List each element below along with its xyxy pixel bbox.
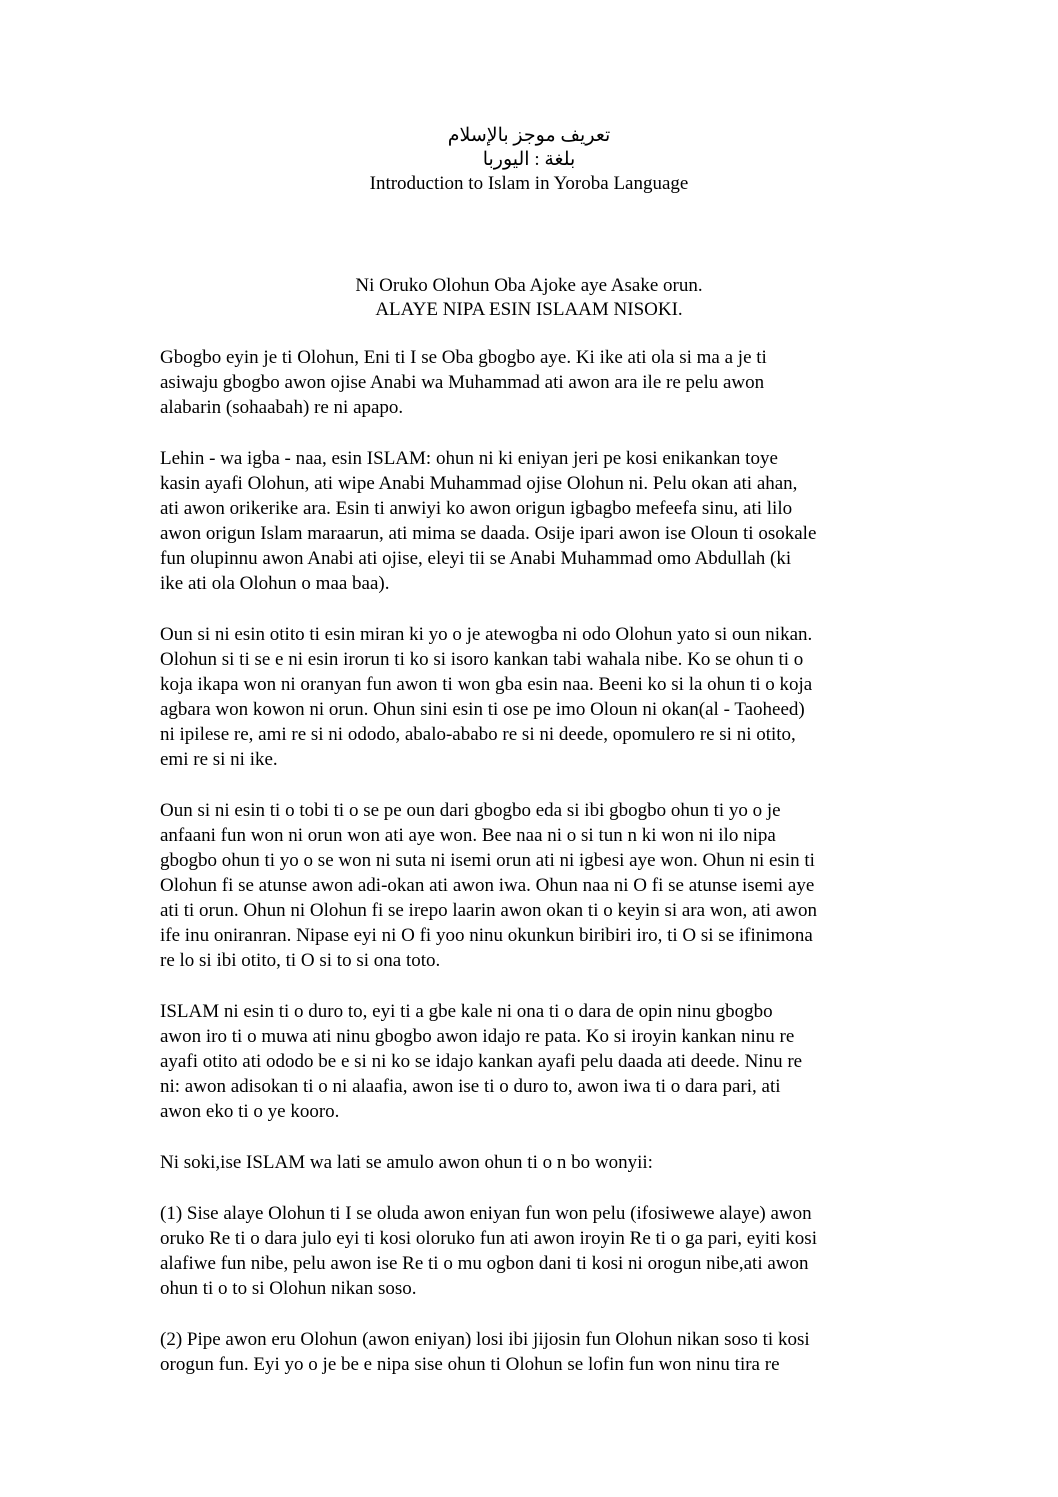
document-header: [0, 124, 1058, 196]
invocation-line: Ni Oruko Olohun Oba Ajoke aye Asake orun.: [355, 275, 703, 296]
paragraph-8: (2) Pipe awon eru Olohun (awon eniyan) losi ibi jijosin fun Olohun nikan soso ti kosi orogun fun. Eyi yo o je be e nipa sise ohun ti Olohun se lofin fun won ninu tira re: [160, 1329, 810, 1375]
paragraph-6: Ni soki,ise ISLAM wa lati se amulo awon ohun ti o n bo wonyii:: [160, 1152, 653, 1173]
arabic-title: تعريف موجز بالإسلام: [447, 125, 611, 146]
english-title: Introduction to Islam in Yoroba Language: [369, 173, 689, 194]
arabic-subtitle: بلغة : اليوربا: [482, 149, 576, 170]
paragraph-4: Oun si ni esin ti o tobi ti o se pe oun dari gbogbo eda si ibi gbogbo ohun ti yo o je anfaani fun won ni orun won ati aye won. Bee naa ni o si tun n ki won ni ilo nipa gbogbo ohun ti yo o se won ni suta ni isemi orun ati ni igbesi aye won. Ohun ni esin ti Olohun fi se atunse awon adi-okan ati awon iwa. Ohun naa ni O fi se atunse isemi aye ati ti orun. Ohun ni Olohun fi se irepo laarin awon okan ti o keyin si ara won, ati awon ife inu oniranran. Nipase eyi ni O fi yoo ninu okunkun biribiri iro, ti O si se ifinimona re lo si ibi otito, ti O si to si ona toto.: [160, 800, 817, 971]
section-heading: ALAYE NIPA ESIN ISLAAM NISOKI.: [375, 299, 683, 320]
paragraph-3: Oun si ni esin otito ti esin miran ki yo o je atewogba ni odo Olohun yato si oun nikan. Olohun si ti se e ni esin irorun ti ko si isoro kankan tabi wahala nibe. Ko se ohun ti o koja ikapa won ni oranyan fun awon ti won gba esin naa. Beeni ko si la ohun ti o koja agbara won kowon ni orun. Ohun sini esin ti ose pe imo Oloun ni okan(al - Taoheed) ni ipilese re, ami re si ni ododo, abalo-ababo re si ni deede, opomulero re si ni otito, emi re si ni ike.: [160, 624, 813, 770]
paragraph-5: ISLAM ni esin ti o duro to, eyi ti a gbe kale ni ona ti o dara de opin ninu gbogbo awon iro ti o muwa ati ninu gbogbo awon idajo re pata. Ko si iroyin kankan ninu re ayafi otito ati ododo be e si ni ko se idajo kankan ayafi pelu daada ati deede. Ninu re ni: awon adisokan ti o ni alaafia, awon ise ti o duro to, awon iwa ti o dara pari, ati awon eko ti o ye kooro.: [160, 1001, 803, 1122]
document-subheader: [0, 274, 1058, 322]
paragraph-7: (1) Sise alaye Olohun ti I se oluda awon eniyan fun won pelu (ifosiwewe alaye) awon oruko Re ti o dara julo eyi ti kosi oloruko fun ati awon iroyin Re ti o ga pari, eyiti kosi alafiwe fun nibe, pelu awon ise Re ti o mu ogbon dani ti kosi ni orogun nibe,ati awon ohun ti o to si Olohun nikan soso.: [160, 1203, 817, 1299]
paragraph-1: Gbogbo eyin je ti Olohun, Eni ti I se Oba gbogbo aye. Ki ike ati ola si ma a je ti asiwaju gbogbo awon ojise Anabi wa Muhammad ati awon ara ile re pelu awon alabarin (sohaabah) re ni apapo.: [160, 347, 767, 418]
document-body: [160, 345, 900, 1403]
paragraph-2: Lehin - wa igba - naa, esin ISLAM: ohun ni ki eniyan jeri pe kosi enikankan toye kasin ayafi Olohun, ati wipe Anabi Muhammad ojise Olohun ni. Pelu okan ati ahan, ati awon orikerike ara. Esin ti anwiyi ko awon origun igbagbo mefeefa sinu, ati lilo awon origun Islam maraarun, ati mima se daada. Osije ipari awon ise Oloun ti osokale fun olupinnu awon Anabi ati ojise, eleyi tii se Anabi Muhammad omo Abdullah (ki ike ati ola Olohun o maa baa).: [160, 448, 817, 594]
